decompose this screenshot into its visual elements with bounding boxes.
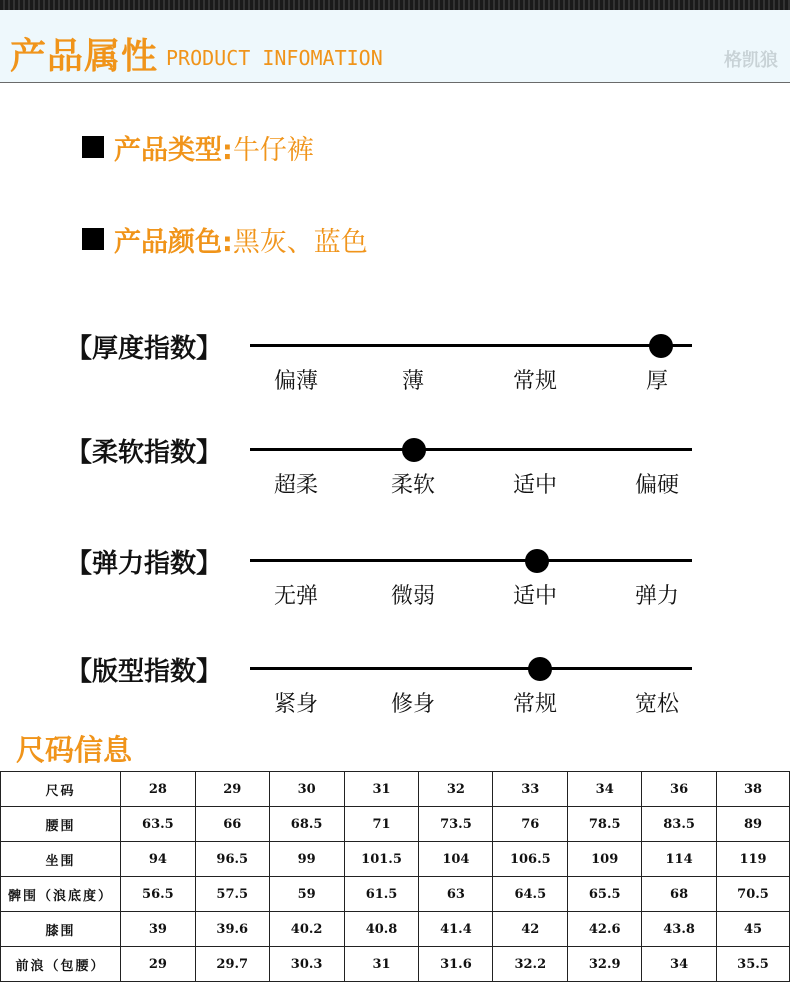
index-scale-option: 弹力 [634,584,679,609]
table-cell: 106.5 [493,842,568,877]
index-scale-option: 无弹 [273,584,318,609]
table-cell: 73.5 [419,807,493,842]
index-scale-marker [402,438,426,462]
index-scale-option: 常规 [512,369,557,394]
section-header [0,10,790,83]
index-scale [0,657,790,737]
table-cell: 101.5 [344,842,419,877]
attribute-product-color [82,222,368,256]
index-scale-marker [528,657,552,681]
index-scale-option: 厚 [645,369,668,394]
index-scale-option: 常规 [512,692,557,717]
brand-watermark: 格凯狼 [724,50,778,71]
table-cell: 45 [717,912,790,947]
table-cell: 29.7 [195,947,269,982]
section-title: 产品属性 [10,36,159,77]
index-scale-track [250,344,692,347]
table-cell: 96.5 [195,842,269,877]
index-scale-option: 柔软 [390,473,435,498]
table-cell: 109 [568,842,642,877]
table-cell: 71 [344,807,419,842]
table-cell: 42.6 [568,912,642,947]
table-row [1,877,790,912]
table-cell: 38 [717,772,790,807]
table-cell: 94 [120,842,195,877]
table-cell: 33 [493,772,568,807]
table-cell: 32.2 [493,947,568,982]
table-cell: 40.2 [269,912,344,947]
table-cell: 68.5 [269,807,344,842]
table-cell: 39.6 [195,912,269,947]
index-scale-option: 修身 [390,692,435,717]
index-scale-option: 薄 [401,369,424,394]
top-decorative-band [0,0,790,10]
table-cell: 42 [493,912,568,947]
table-cell: 104 [419,842,493,877]
attribute-label: 产品颜色: [114,226,233,258]
index-scale-marker [525,549,549,573]
table-cell: 66 [195,807,269,842]
black-square-icon [82,228,104,250]
table-row [1,772,790,807]
attribute-value: 黑灰、蓝色 [232,226,368,258]
table-cell: 63 [419,877,493,912]
table-row [1,912,790,947]
attribute-product-type [82,130,314,164]
table-cell: 89 [717,807,790,842]
black-square-icon [82,136,104,158]
index-scale-name: 【厚度指数】 [66,334,223,364]
table-cell: 39 [120,912,195,947]
table-row [1,842,790,877]
table-row-label: 前浪（包腰） [1,947,121,982]
size-info-title: 尺码信息 [16,733,133,767]
table-cell: 65.5 [568,877,642,912]
index-scale-track [250,667,692,670]
table-cell: 35.5 [717,947,790,982]
index-scale-option: 适中 [512,584,557,609]
index-scale-name: 【柔软指数】 [66,438,223,468]
table-cell: 83.5 [642,807,717,842]
table-cell: 34 [642,947,717,982]
table-row-label: 髀围（浪底度） [1,877,121,912]
table-cell: 61.5 [344,877,419,912]
index-scale-option: 适中 [512,473,557,498]
table-cell: 31 [344,947,419,982]
table-cell: 41.4 [419,912,493,947]
table-cell: 30.3 [269,947,344,982]
table-cell: 56.5 [120,877,195,912]
table-cell: 57.5 [195,877,269,912]
index-scale-option: 偏薄 [273,369,318,394]
index-scale-track [250,559,692,562]
table-row [1,807,790,842]
attribute-label: 产品类型: [114,134,233,166]
index-scale [0,334,790,414]
table-cell: 43.8 [642,912,717,947]
index-scale-track [250,448,692,451]
table-row-label: 尺码 [1,772,121,807]
table-cell: 32.9 [568,947,642,982]
table-cell: 32 [419,772,493,807]
table-cell: 28 [120,772,195,807]
table-cell: 63.5 [120,807,195,842]
table-cell: 64.5 [493,877,568,912]
index-scale [0,549,790,629]
index-scale-option: 宽松 [634,692,679,717]
table-cell: 76 [493,807,568,842]
table-cell: 114 [642,842,717,877]
table-row-label: 坐围 [1,842,121,877]
table-row-label: 腰围 [1,807,121,842]
index-scale [0,438,790,518]
index-scale-option: 微弱 [390,584,435,609]
size-table [0,771,790,982]
table-row [1,947,790,982]
section-subtitle: PRODUCT INFOMATION [166,46,383,70]
table-cell: 30 [269,772,344,807]
table-cell: 31.6 [419,947,493,982]
table-cell: 119 [717,842,790,877]
attribute-value: 牛仔裤 [232,134,314,166]
index-scale-option: 偏硬 [634,473,679,498]
index-scale-name: 【弹力指数】 [66,549,223,579]
table-cell: 70.5 [717,877,790,912]
table-cell: 29 [195,772,269,807]
table-cell: 29 [120,947,195,982]
index-scale-option: 超柔 [273,473,318,498]
table-cell: 36 [642,772,717,807]
index-scale-marker [649,334,673,358]
index-scale-name: 【版型指数】 [66,657,223,687]
table-cell: 68 [642,877,717,912]
table-cell: 59 [269,877,344,912]
table-cell: 34 [568,772,642,807]
table-cell: 99 [269,842,344,877]
table-cell: 40.8 [344,912,419,947]
table-row-label: 膝围 [1,912,121,947]
index-scale-option: 紧身 [273,692,318,717]
table-cell: 78.5 [568,807,642,842]
table-cell: 31 [344,772,419,807]
